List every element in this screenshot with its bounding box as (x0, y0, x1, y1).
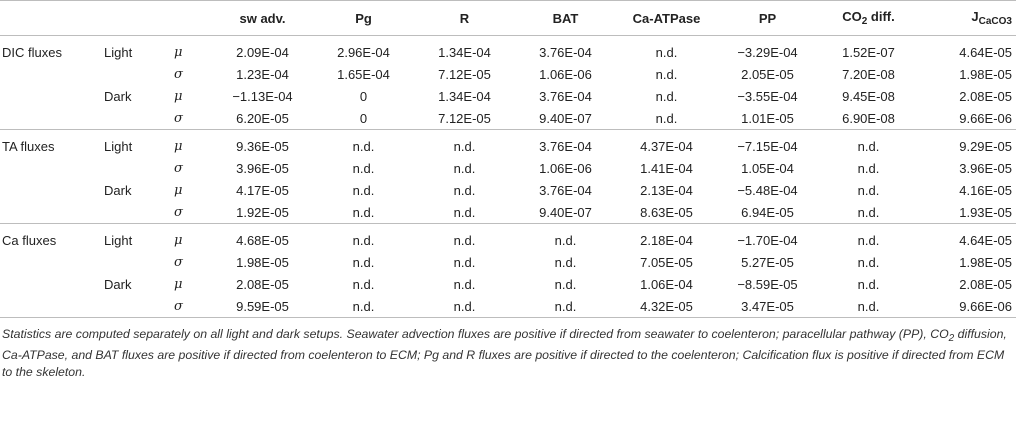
cell-pp: −3.55E-04 (737, 88, 798, 104)
header-jcaco3 (919, 1, 1016, 36)
flux-group (0, 224, 1016, 318)
cell-pg: 0 (359, 110, 368, 126)
condition-label (100, 157, 162, 179)
statistic-symbol: μ (174, 232, 183, 248)
flux-group (0, 36, 1016, 130)
cell-pp: 1.01E-05 (741, 110, 794, 126)
statistic-symbol: μ (174, 182, 183, 198)
cell-pg: 0 (359, 88, 368, 104)
group-label (0, 295, 100, 318)
header-sw-adv: sw adv. (239, 10, 286, 26)
cell-co2-diff: 6.90E-08 (842, 110, 895, 126)
cell-pp: −5.48E-04 (737, 182, 798, 198)
header-jcaco3-sub: CaCO3 (978, 16, 1012, 27)
condition-label: Light (104, 44, 133, 60)
cell-bat: 9.40E-07 (539, 110, 592, 126)
table-row (0, 63, 1016, 85)
cell-bat: n.d. (554, 298, 577, 314)
footnote-part2: diffusion, Ca-ATPase, and BAT fluxes are positive if directed from coelenteron to ECM; Pg and R fluxes are positive if directed to the coelenteron; Calcification flux is positive if directed from ECM to the skeleton. (2, 327, 1007, 379)
cell-bat: 1.06E-06 (539, 66, 592, 82)
cell-co2-diff: 1.52E-07 (842, 44, 895, 60)
cell-r: n.d. (453, 160, 476, 176)
cell-sw-adv: 2.08E-05 (236, 276, 289, 292)
cell-pg: n.d. (352, 182, 375, 198)
cell-ca-atpase: n.d. (655, 44, 678, 60)
cell-sw-adv: 6.20E-05 (236, 110, 289, 126)
cell-jcaco3: 2.08E-05 (959, 88, 1012, 104)
table-row (0, 224, 1016, 252)
group-label (0, 201, 100, 224)
statistic-symbol: σ (174, 110, 183, 126)
cell-pp: 6.94E-05 (741, 204, 794, 220)
cell-ca-atpase: 7.05E-05 (640, 254, 693, 270)
table-header (0, 1, 1016, 36)
cell-ca-atpase: 4.37E-04 (640, 138, 693, 154)
cell-bat: 3.76E-04 (539, 44, 592, 60)
cell-bat: 3.76E-04 (539, 88, 592, 104)
cell-bat: n.d. (554, 276, 577, 292)
cell-co2-diff: 7.20E-08 (842, 66, 895, 82)
cell-r: n.d. (453, 276, 476, 292)
cell-co2-diff: n.d. (857, 204, 880, 220)
cell-bat: n.d. (554, 254, 577, 270)
header-jcaco3-main: J (971, 9, 979, 24)
group-label (0, 179, 100, 201)
header-co2-main: CO (842, 9, 862, 24)
cell-ca-atpase: n.d. (655, 110, 678, 126)
statistic-symbol: μ (174, 44, 183, 60)
cell-co2-diff: n.d. (857, 182, 880, 198)
cell-co2-diff: n.d. (857, 160, 880, 176)
cell-ca-atpase: 1.41E-04 (640, 160, 693, 176)
statistic-symbol: μ (174, 138, 183, 154)
group-label (0, 107, 100, 130)
cell-pp: −8.59E-05 (737, 276, 798, 292)
cell-pp: 2.05E-05 (741, 66, 794, 82)
cell-ca-atpase: 8.63E-05 (640, 204, 693, 220)
cell-jcaco3: 4.64E-05 (959, 44, 1012, 60)
condition-label (100, 201, 162, 224)
cell-ca-atpase: 1.06E-04 (640, 276, 693, 292)
header-r: R (459, 10, 470, 26)
statistic-symbol: μ (174, 88, 183, 104)
condition-label (100, 107, 162, 130)
cell-jcaco3: 9.66E-06 (959, 110, 1012, 126)
cell-jcaco3: 1.98E-05 (959, 66, 1012, 82)
cell-r: n.d. (453, 182, 476, 198)
header-ca-atpase: Ca-ATPase (632, 10, 701, 26)
cell-sw-adv: 1.92E-05 (236, 204, 289, 220)
cell-r: n.d. (453, 204, 476, 220)
group-label (0, 273, 100, 295)
header-row (0, 1, 1016, 36)
header-empty-group (0, 1, 100, 36)
cell-jcaco3: 1.98E-05 (959, 254, 1012, 270)
condition-label: Dark (104, 182, 132, 198)
header-bat: BAT (552, 10, 579, 26)
cell-jcaco3: 4.16E-05 (959, 182, 1012, 198)
cell-r: n.d. (453, 232, 476, 248)
condition-label: Light (104, 232, 133, 248)
cell-ca-atpase: 4.32E-05 (640, 298, 693, 314)
cell-sw-adv: 9.59E-05 (236, 298, 289, 314)
cell-r: n.d. (453, 298, 476, 314)
statistic-symbol: σ (174, 66, 183, 82)
cell-ca-atpase: n.d. (655, 88, 678, 104)
footnote-part1: Statistics are computed separately on all light and dark setups. Seawater advection fluxes are positive if directed from seawater to coelenteron; paracellular pathway (PP), CO (2, 327, 949, 341)
table-row (0, 157, 1016, 179)
header-co2-sub: 2 (861, 16, 868, 27)
header-empty-condition (100, 1, 162, 36)
group-label (0, 85, 100, 107)
cell-bat: 9.40E-07 (539, 204, 592, 220)
flux-group (0, 130, 1016, 224)
group-label: Ca fluxes (2, 232, 57, 248)
cell-sw-adv: 3.96E-05 (236, 160, 289, 176)
cell-pg: n.d. (352, 160, 375, 176)
table-row (0, 201, 1016, 224)
cell-jcaco3: 3.96E-05 (959, 160, 1012, 176)
table-footnote (0, 326, 1014, 381)
cell-r: 1.34E-04 (438, 44, 491, 60)
condition-label (100, 63, 162, 85)
cell-co2-diff: n.d. (857, 232, 880, 248)
cell-pg: n.d. (352, 138, 375, 154)
cell-sw-adv: 2.09E-04 (236, 44, 289, 60)
group-label (0, 157, 100, 179)
group-label: DIC fluxes (2, 44, 62, 60)
cell-jcaco3: 4.64E-05 (959, 232, 1012, 248)
table-row (0, 295, 1016, 318)
table-row (0, 85, 1016, 107)
table-row (0, 179, 1016, 201)
statistic-symbol: μ (174, 276, 183, 292)
cell-bat: n.d. (554, 232, 577, 248)
cell-pp: 1.05E-04 (741, 160, 794, 176)
cell-pp: 3.47E-05 (741, 298, 794, 314)
cell-r: n.d. (453, 138, 476, 154)
header-co2-diff (818, 1, 919, 36)
condition-label (100, 295, 162, 318)
cell-co2-diff: n.d. (857, 276, 880, 292)
table-row (0, 130, 1016, 158)
cell-pp: −3.29E-04 (737, 44, 798, 60)
header-co2-suffix: diff. (867, 9, 895, 24)
cell-pp: −1.70E-04 (737, 232, 798, 248)
cell-pg: n.d. (352, 204, 375, 220)
cell-bat: 3.76E-04 (539, 138, 592, 154)
cell-ca-atpase: 2.18E-04 (640, 232, 693, 248)
table-row (0, 36, 1016, 64)
statistic-symbol: σ (174, 160, 183, 176)
table-row (0, 107, 1016, 130)
cell-pg: n.d. (352, 232, 375, 248)
cell-ca-atpase: 2.13E-04 (640, 182, 693, 198)
cell-ca-atpase: n.d. (655, 66, 678, 82)
condition-label: Light (104, 138, 133, 154)
statistic-symbol: σ (174, 298, 183, 314)
cell-r: 7.12E-05 (438, 66, 491, 82)
cell-sw-adv: 4.17E-05 (236, 182, 289, 198)
cell-jcaco3: 1.93E-05 (959, 204, 1012, 220)
group-label (0, 251, 100, 273)
condition-label (100, 251, 162, 273)
header-empty-stat (162, 1, 212, 36)
statistic-symbol: σ (174, 204, 183, 220)
cell-bat: 3.76E-04 (539, 182, 592, 198)
table-row (0, 273, 1016, 295)
group-label: TA fluxes (2, 138, 55, 154)
cell-pg: 2.96E-04 (337, 44, 390, 60)
cell-sw-adv: 9.36E-05 (236, 138, 289, 154)
cell-r: n.d. (453, 254, 476, 270)
cell-pg: n.d. (352, 254, 375, 270)
footnote-co2-sub: 2 (948, 333, 955, 344)
table-row (0, 251, 1016, 273)
cell-pg: n.d. (352, 276, 375, 292)
condition-label: Dark (104, 276, 132, 292)
condition-label: Dark (104, 88, 132, 104)
cell-sw-adv: −1.13E-04 (232, 88, 293, 104)
cell-jcaco3: 9.66E-06 (959, 298, 1012, 314)
cell-sw-adv: 1.23E-04 (236, 66, 289, 82)
cell-pp: −7.15E-04 (737, 138, 798, 154)
cell-co2-diff: 9.45E-08 (842, 88, 895, 104)
cell-bat: 1.06E-06 (539, 160, 592, 176)
cell-pp: 5.27E-05 (741, 254, 794, 270)
cell-r: 7.12E-05 (438, 110, 491, 126)
cell-pg: 1.65E-04 (337, 66, 390, 82)
cell-sw-adv: 4.68E-05 (236, 232, 289, 248)
cell-jcaco3: 2.08E-05 (959, 276, 1012, 292)
header-pp: PP (758, 10, 777, 26)
cell-r: 1.34E-04 (438, 88, 491, 104)
cell-sw-adv: 1.98E-05 (236, 254, 289, 270)
cell-co2-diff: n.d. (857, 298, 880, 314)
header-pg: Pg (355, 10, 372, 26)
cell-co2-diff: n.d. (857, 254, 880, 270)
cell-co2-diff: n.d. (857, 138, 880, 154)
cell-jcaco3: 9.29E-05 (959, 138, 1012, 154)
statistic-symbol: σ (174, 254, 183, 270)
cell-pg: n.d. (352, 298, 375, 314)
group-label (0, 63, 100, 85)
